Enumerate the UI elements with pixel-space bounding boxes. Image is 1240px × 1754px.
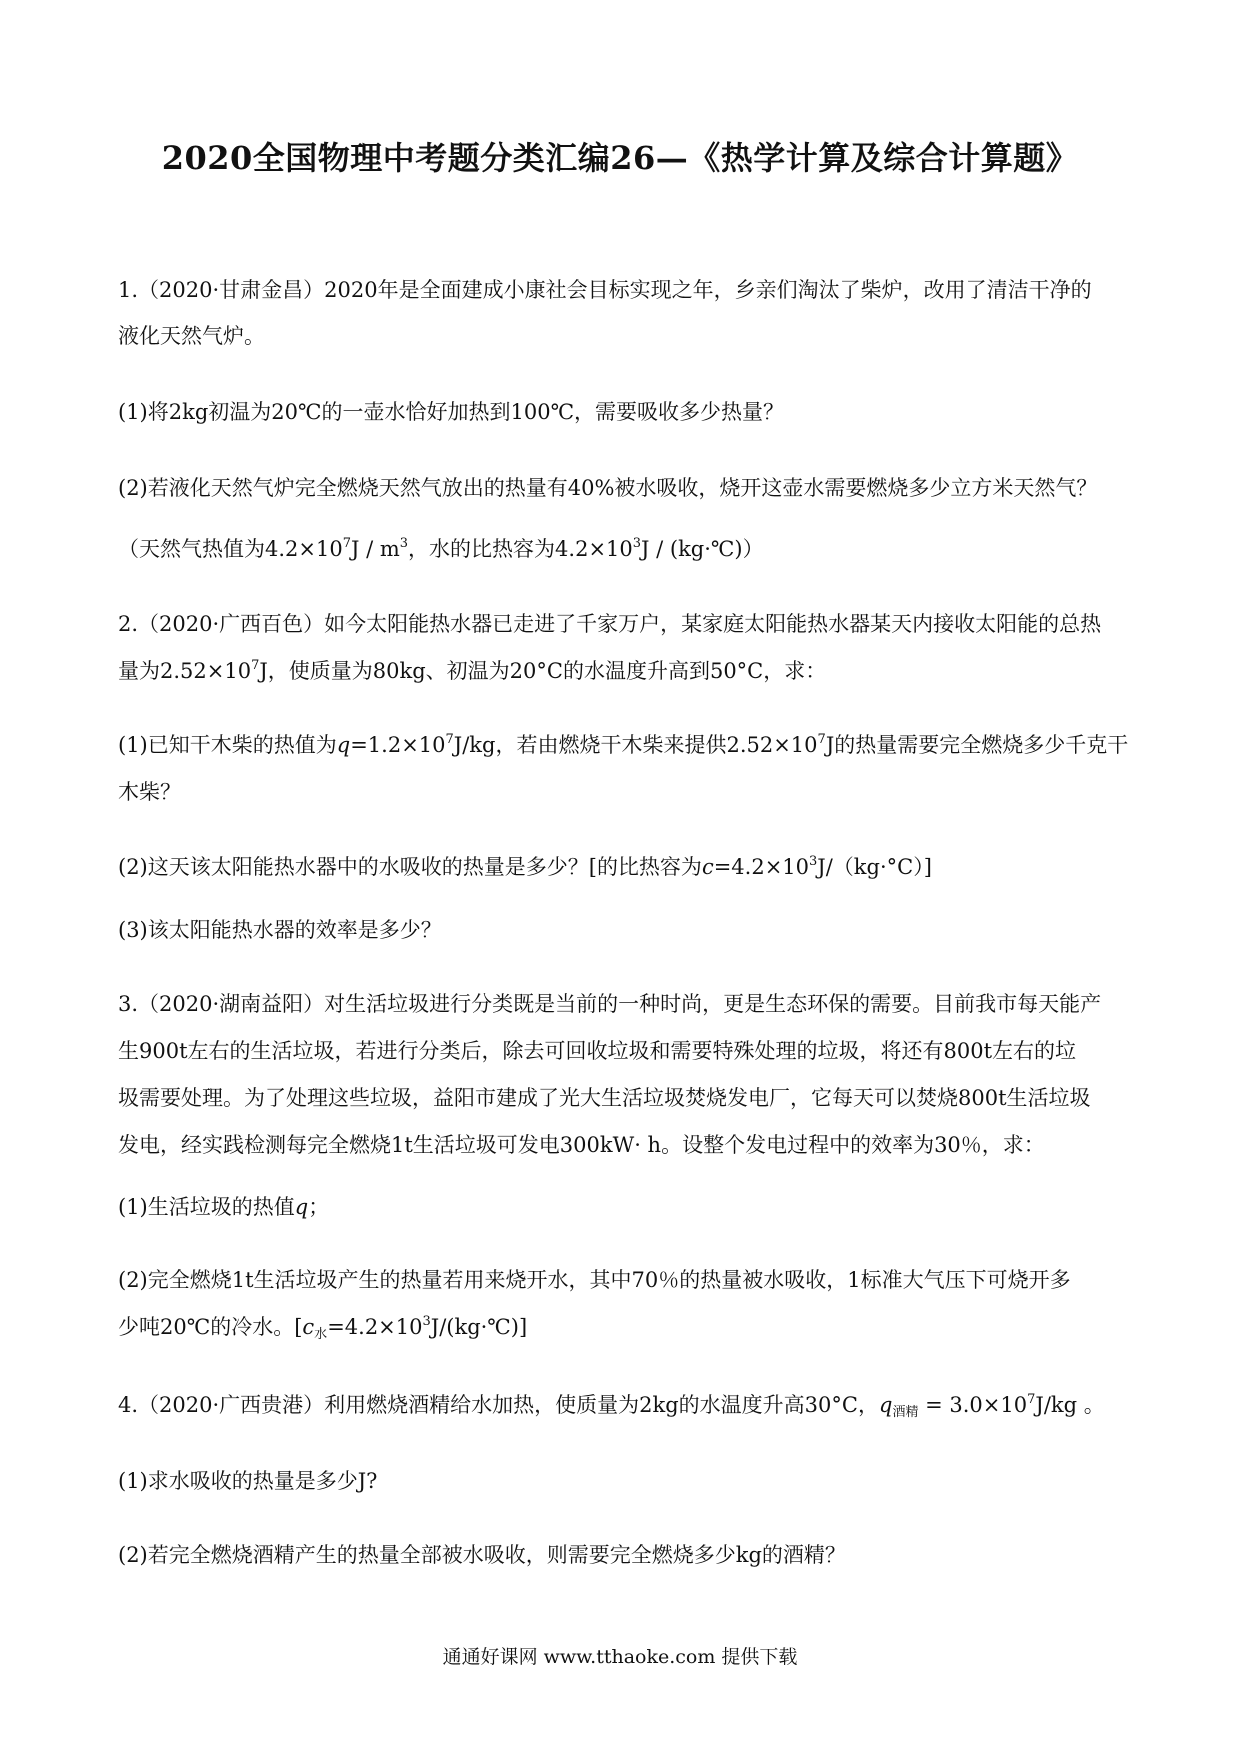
page-title: 2020全国物理中考题分类汇编26—《热学计算及综合计算题》 — [161, 139, 1079, 177]
q3-stem-line-3: 圾需要处理。为了处理这些垃圾，益阳市建成了光大生活垃圾焚烧发电厂，它每天可以焚烧800t生活垃圾 — [118, 1086, 1091, 1110]
q4-part-1: (1)求水吸收的热量是多少J? — [118, 1469, 378, 1493]
q3-stem-line-2: 生900t左右的生活垃圾，若进行分类后，除去可回收垃圾和需要特殊处理的垃圾，将还有800t左右的垃 — [118, 1039, 1077, 1063]
q2-part-2: (2)这天该太阳能热水器中的水吸收的热量是多少？[的比热容为$c=4.2\times 10^3J/(kg\cdot^\circ C)$] — [118, 854, 932, 879]
q3-stem-line-1: 3.（2020·湖南益阳）对生活垃圾进行分类既是当前的一种时尚，更是生态环保的需要。目前我市每天能产 — [118, 992, 1102, 1016]
q1-stem-line-1: 1.（2020·甘肃金昌）2020年是全面建成小康社会目标实现之年，乡亲们淘汰了柴炉，改用了清洁干净的 — [118, 278, 1092, 302]
q4-stem: 4.（2020·广西贵港）利用燃烧酒精给水加热，使质量为2kg的水温度升高30°C，$q_{酒精} = 3.0\times 10^7J/kg$ 。 — [118, 1392, 1105, 1420]
q1-constants: （天然气热值为$4.2\times 10^7J / m^3$，水的比热容为$4.2\times 10^3J$ / (kg·℃)） — [118, 536, 764, 561]
q3-part-2-cont: 少吨20℃的冷水。$[c_水=4.2\times 10^3J/(kg\cdot℃)]$ — [118, 1314, 528, 1342]
q2-part-3: (3)该太阳能热水器的效率是多少？ — [118, 918, 442, 942]
page-footer: 通通好课网 www.tthaoke.com 提供下载 — [442, 1646, 798, 1668]
q2-part-1: (1)已知干木柴的热值为$q=1.2\times 10^7J/kg$，若由燃烧干木柴来提供$2.52\times 10^7J$的热量需要完全燃烧多少千克干 — [118, 732, 1129, 757]
q1-part-1: (1)将2kg初温为20℃的一壶水恰好加热到100℃，需要吸收多少热量？ — [118, 400, 785, 424]
q2-stem-line-2: 量为$2.52\times 10^7J$，使质量为80kg、初温为20°C的水温度升高到50°C，求： — [118, 658, 827, 683]
q4-part-2: (2)若完全燃烧酒精产生的热量全部被水吸收，则需要完全燃烧多少kg的酒精？ — [118, 1543, 846, 1567]
q2-part-1-cont: 木柴？ — [118, 780, 181, 804]
q2-stem-line-1: 2.（2020·广西百色）如今太阳能热水器已走进了千家万户，某家庭太阳能热水器某天内接收太阳能的总热 — [118, 612, 1102, 636]
q3-stem-line-4: 发电，经实践检测每完全燃烧1t生活垃圾可发电300kW· h。设整个发电过程中的效率为30％，求： — [118, 1133, 1045, 1157]
q3-part-1: (1)生活垃圾的热值q； — [118, 1195, 330, 1219]
q1-part-2: (2)若液化天然气炉完全燃烧天然气放出的热量有40%被水吸收，烧开这壶水需要燃烧多少立方米天然气？ — [118, 476, 1098, 500]
q3-part-2: (2)完全燃烧1t生活垃圾产生的热量若用来烧开水，其中70％的热量被水吸收，1标准大气压下可烧开多 — [118, 1268, 1071, 1292]
q1-stem-line-2: 液化天然气炉。 — [118, 324, 265, 348]
